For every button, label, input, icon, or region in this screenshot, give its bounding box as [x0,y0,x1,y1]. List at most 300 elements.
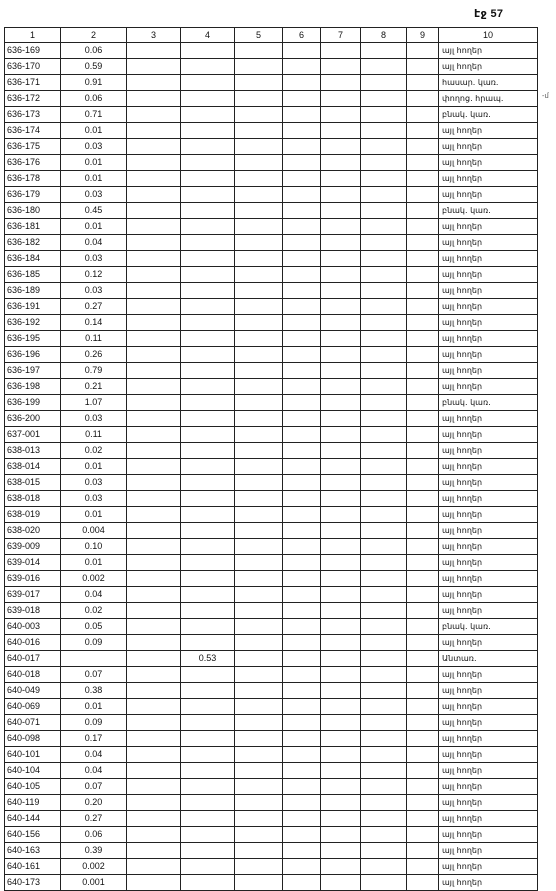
land-use-cell: այլ հողեր [439,315,538,331]
land-use-cell: բնակ. կառ. [439,107,538,123]
col8-cell [361,59,407,75]
land-use-cell: այլ հողեր [439,555,538,571]
col5-cell [235,827,283,843]
area-cell: 0.20 [61,795,127,811]
col5-cell [235,795,283,811]
col5-cell [235,203,283,219]
col7-cell [321,651,361,667]
col8-cell [361,235,407,251]
col5-cell [235,219,283,235]
col7-cell [321,299,361,315]
col8-cell [361,731,407,747]
table-row [5,859,538,875]
col8-cell [361,139,407,155]
col5-cell [235,331,283,347]
col3-cell [127,91,181,107]
col4-cell [181,91,235,107]
col7-cell [321,731,361,747]
parcel-code-cell: 636-198 [5,379,61,395]
land-use-cell: այլ հողեր [439,171,538,187]
col3-cell [127,219,181,235]
col6-cell [283,251,321,267]
land-use-cell: այլ հողեր [439,379,538,395]
col7-cell [321,715,361,731]
col3-cell [127,251,181,267]
parcel-code-cell: 636-195 [5,331,61,347]
col9-cell [407,123,439,139]
col9-cell [407,763,439,779]
area-cell: 0.10 [61,539,127,555]
land-use-cell: այլ հողեր [439,219,538,235]
col7-cell [321,507,361,523]
col4-cell [181,507,235,523]
area-cell: 0.17 [61,731,127,747]
col7-cell [321,91,361,107]
table-row [5,747,538,763]
col7-cell [321,363,361,379]
col6-cell [283,779,321,795]
col3-cell [127,347,181,363]
table-row [5,75,538,91]
col5-cell [235,619,283,635]
table-row [5,155,538,171]
table-row [5,219,538,235]
col4-cell [181,395,235,411]
col3-cell [127,235,181,251]
col8-cell [361,347,407,363]
col4-cell [181,491,235,507]
col4-cell [181,523,235,539]
parcel-code-cell: 638-013 [5,443,61,459]
col6-cell [283,123,321,139]
table-row [5,555,538,571]
col4-cell [181,187,235,203]
table-row [5,395,538,411]
parcel-code-cell: 636-176 [5,155,61,171]
col7-cell [321,347,361,363]
land-use-cell: այլ հողեր [439,603,538,619]
col9-cell [407,427,439,443]
col7-cell [321,203,361,219]
col7-cell [321,475,361,491]
table-row [5,731,538,747]
col7-cell [321,283,361,299]
land-use-cell: բնակ. կառ. [439,395,538,411]
parcel-code-cell: 636-179 [5,187,61,203]
col7-cell [321,155,361,171]
col3-cell [127,139,181,155]
area-cell: 0.59 [61,59,127,75]
col6-cell [283,283,321,299]
table-row [5,123,538,139]
col6-cell [283,459,321,475]
col3-cell [127,651,181,667]
land-use-cell: այլ հողեր [439,715,538,731]
col5-cell [235,523,283,539]
col5-cell [235,155,283,171]
parcel-code-cell: 640-163 [5,843,61,859]
col3-cell [127,331,181,347]
parcel-code-cell: 640-098 [5,731,61,747]
col9-cell [407,155,439,171]
col6-cell [283,715,321,731]
col9-cell [407,795,439,811]
col5-cell [235,603,283,619]
col8-cell [361,859,407,875]
col7-cell [321,187,361,203]
col6-cell [283,267,321,283]
area-cell: 1.07 [61,395,127,411]
col4-cell [181,795,235,811]
col3-cell [127,43,181,59]
table-row [5,475,538,491]
table-row [5,651,538,667]
col6-cell [283,651,321,667]
col7-cell [321,571,361,587]
col4-cell [181,539,235,555]
col5-cell [235,123,283,139]
land-use-cell: այլ հողեր [439,427,538,443]
table-row [5,43,538,59]
table-row [5,603,538,619]
land-use-cell: այլ հողեր [439,683,538,699]
col9-cell [407,603,439,619]
col8-cell [361,411,407,427]
col5-cell [235,459,283,475]
column-header: 9 [407,28,439,43]
col7-cell [321,235,361,251]
table-row [5,795,538,811]
col9-cell [407,635,439,651]
col9-cell [407,827,439,843]
parcel-code-cell: 640-016 [5,635,61,651]
col8-cell [361,91,407,107]
parcel-code-cell: 639-018 [5,603,61,619]
parcel-code-cell: 640-003 [5,619,61,635]
col9-cell [407,843,439,859]
col6-cell [283,299,321,315]
col5-cell [235,187,283,203]
col6-cell [283,603,321,619]
col7-cell [321,635,361,651]
col4-cell [181,699,235,715]
col9-cell [407,411,439,427]
col7-cell [321,763,361,779]
col6-cell [283,571,321,587]
col6-cell [283,859,321,875]
col3-cell [127,843,181,859]
area-cell: 0.11 [61,331,127,347]
parcel-code-cell: 637-001 [5,427,61,443]
col7-cell [321,59,361,75]
col9-cell [407,859,439,875]
col6-cell [283,843,321,859]
land-use-cell: այլ հողեր [439,827,538,843]
col4-cell [181,315,235,331]
col6-cell [283,379,321,395]
col9-cell [407,315,439,331]
area-cell: 0.03 [61,283,127,299]
col6-cell [283,443,321,459]
col7-cell [321,859,361,875]
area-cell: 0.79 [61,363,127,379]
parcel-code-cell: 640-161 [5,859,61,875]
col8-cell [361,523,407,539]
col7-cell [321,411,361,427]
col9-cell [407,715,439,731]
col8-cell [361,219,407,235]
column-header: 4 [181,28,235,43]
col8-cell [361,171,407,187]
parcel-code-cell: 640-049 [5,683,61,699]
col8-cell [361,683,407,699]
col9-cell [407,107,439,123]
col4-cell [181,267,235,283]
col8-cell [361,427,407,443]
col8-cell [361,827,407,843]
table-row [5,459,538,475]
col3-cell [127,827,181,843]
col5-cell [235,251,283,267]
parcel-code-cell: 636-185 [5,267,61,283]
parcel-code-cell: 640-105 [5,779,61,795]
col3-cell [127,811,181,827]
col7-cell [321,459,361,475]
column-header: 8 [361,28,407,43]
col4-cell [181,875,235,891]
col3-cell [127,875,181,891]
col4-cell [181,459,235,475]
col4-cell [181,379,235,395]
parcel-code-cell: 636-184 [5,251,61,267]
column-header: 3 [127,28,181,43]
col9-cell [407,331,439,347]
col7-cell [321,539,361,555]
area-cell: 0.14 [61,315,127,331]
area-cell: 0.01 [61,699,127,715]
col6-cell [283,411,321,427]
parcel-code-cell: 636-182 [5,235,61,251]
table-row [5,843,538,859]
table-row [5,347,538,363]
col5-cell [235,395,283,411]
land-use-cell: այլ հողեր [439,523,538,539]
col5-cell [235,427,283,443]
col8-cell [361,363,407,379]
table-row [5,235,538,251]
col7-cell [321,843,361,859]
col5-cell [235,731,283,747]
col8-cell [361,155,407,171]
col5-cell [235,363,283,379]
parcel-code-cell: 636-172 [5,91,61,107]
col8-cell [361,619,407,635]
col7-cell [321,395,361,411]
parcel-code-cell: 639-014 [5,555,61,571]
area-cell: 0.03 [61,411,127,427]
col9-cell [407,59,439,75]
col6-cell [283,331,321,347]
col5-cell [235,539,283,555]
col3-cell [127,379,181,395]
land-use-cell: այլ հողեր [439,251,538,267]
col6-cell [283,683,321,699]
col7-cell [321,379,361,395]
col8-cell [361,843,407,859]
table-row [5,699,538,715]
col9-cell [407,267,439,283]
land-use-cell: այլ հողեր [439,843,538,859]
col8-cell [361,571,407,587]
area-cell: 0.01 [61,459,127,475]
col5-cell [235,267,283,283]
col9-cell [407,43,439,59]
col7-cell [321,251,361,267]
col4-cell [181,59,235,75]
col4-cell [181,827,235,843]
col9-cell [407,91,439,107]
col6-cell [283,59,321,75]
col3-cell [127,667,181,683]
col3-cell [127,203,181,219]
col6-cell [283,395,321,411]
col4-cell [181,107,235,123]
col7-cell [321,587,361,603]
col3-cell [127,491,181,507]
col9-cell [407,379,439,395]
parcel-code-cell: 636-180 [5,203,61,219]
land-use-cell: այլ հողեր [439,571,538,587]
col3-cell [127,683,181,699]
parcel-code-cell: 638-015 [5,475,61,491]
col6-cell [283,203,321,219]
parcel-code-cell: 640-069 [5,699,61,715]
area-cell: 0.02 [61,443,127,459]
land-use-cell: այլ հողեր [439,587,538,603]
col8-cell [361,395,407,411]
col5-cell [235,299,283,315]
col6-cell [283,619,321,635]
col8-cell [361,603,407,619]
col9-cell [407,203,439,219]
land-use-cell: հասար. կառ. [439,75,538,91]
parcel-code-cell: 640-018 [5,667,61,683]
table-row [5,875,538,891]
col8-cell [361,299,407,315]
col8-cell [361,747,407,763]
col6-cell [283,523,321,539]
col9-cell [407,491,439,507]
col8-cell [361,75,407,91]
col9-cell [407,651,439,667]
col6-cell [283,667,321,683]
col9-cell [407,875,439,891]
col5-cell [235,667,283,683]
col6-cell [283,91,321,107]
col9-cell [407,363,439,379]
area-cell: 0.71 [61,107,127,123]
table-row [5,59,538,75]
col4-cell [181,667,235,683]
table-row [5,139,538,155]
area-cell: 0.05 [61,619,127,635]
col6-cell [283,187,321,203]
area-cell: 0.04 [61,763,127,779]
col9-cell [407,171,439,187]
col5-cell [235,571,283,587]
land-use-cell: այլ հողեր [439,363,538,379]
parcel-code-cell: 636-178 [5,171,61,187]
col7-cell [321,523,361,539]
table-row [5,427,538,443]
col4-cell [181,587,235,603]
land-use-cell: այլ հողեր [439,187,538,203]
col3-cell [127,539,181,555]
col8-cell [361,203,407,219]
col3-cell [127,171,181,187]
col4-cell [181,859,235,875]
col4-cell [181,331,235,347]
col5-cell [235,347,283,363]
col7-cell [321,315,361,331]
parcel-code-cell: 639-009 [5,539,61,555]
col9-cell [407,75,439,91]
parcel-code-cell: 639-017 [5,587,61,603]
area-cell: 0.04 [61,235,127,251]
col6-cell [283,139,321,155]
col9-cell [407,779,439,795]
land-use-cell: այլ հողեր [439,459,538,475]
col4-cell [181,219,235,235]
land-use-cell: այլ հողեր [439,875,538,891]
col6-cell [283,363,321,379]
col4-cell [181,635,235,651]
land-use-cell: այլ հողեր [439,667,538,683]
col7-cell [321,667,361,683]
area-cell: 0.07 [61,779,127,795]
page-number-label: էջ 57 [474,8,504,20]
col6-cell [283,763,321,779]
col8-cell [361,459,407,475]
col8-cell [361,635,407,651]
col5-cell [235,843,283,859]
area-cell: 0.06 [61,91,127,107]
col9-cell [407,523,439,539]
column-header: 2 [61,28,127,43]
col3-cell [127,475,181,491]
col4-cell [181,43,235,59]
col6-cell [283,539,321,555]
col3-cell [127,299,181,315]
col8-cell [361,187,407,203]
col8-cell [361,539,407,555]
col3-cell [127,555,181,571]
col8-cell [361,507,407,523]
col3-cell [127,459,181,475]
land-use-cell: բնակ. կառ. [439,203,538,219]
col9-cell [407,283,439,299]
col3-cell [127,187,181,203]
table-row [5,635,538,651]
col8-cell [361,379,407,395]
col5-cell [235,507,283,523]
land-use-cell: բնակ. կառ. [439,619,538,635]
col3-cell [127,507,181,523]
table-row [5,283,538,299]
col9-cell [407,187,439,203]
col9-cell [407,571,439,587]
col9-cell [407,555,439,571]
